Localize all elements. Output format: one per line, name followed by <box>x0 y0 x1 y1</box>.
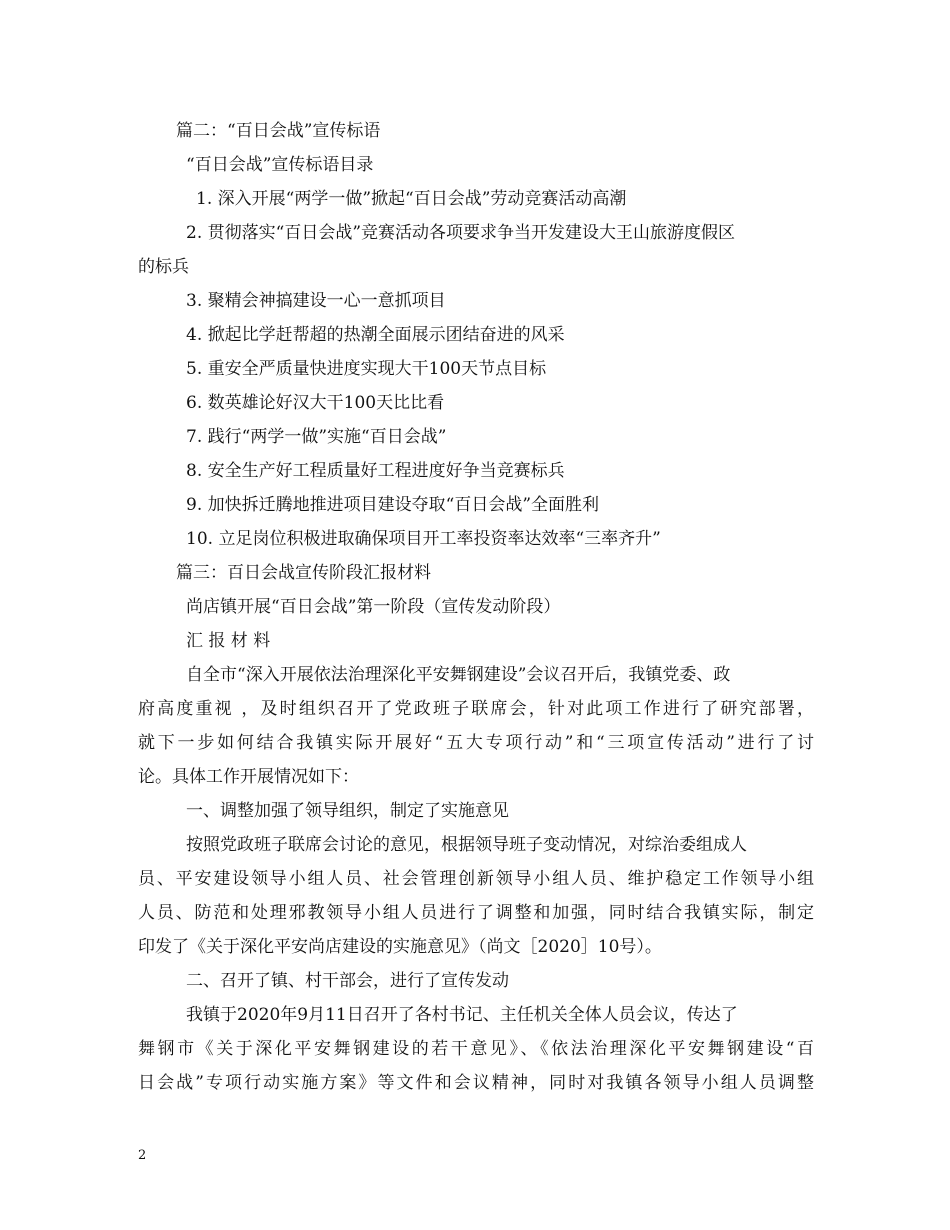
body-paragraph-3-line-1: 我镇于2020年9月11日召开了各村书记、主任机关全体人员会议，传达了 <box>186 1005 738 1025</box>
slogan-item-9: 9. 加快拆迁腾地推进项目建设夺取“百日会战”全面胜利 <box>186 495 600 515</box>
slogan-list-title: “百日会战”宣传标语目录 <box>186 155 374 175</box>
body-paragraph-2-line-3: 人员、防范和处理邪教领导小组人员进行了调整和加强，同时结合我镇实际，制定 <box>138 903 814 923</box>
body-paragraph-2-line-2: 员、平安建设领导小组人员、社会管理创新领导小组人员、维护稳定工作领导小组 <box>138 869 814 889</box>
page-number: 2 <box>138 1148 147 1163</box>
subsection-heading-1: 一、调整加强了领导组织，制定了实施意见 <box>186 801 509 821</box>
subsection-heading-2: 二、召开了镇、村干部会，进行了宣传发动 <box>186 971 509 991</box>
body-paragraph-1-line-3: 就下一步如何结合我镇实际开展好“五大专项行动”和“三项宣传活动”进行了讨 <box>138 733 814 753</box>
slogan-item-3: 3. 聚精会神搞建设一心一意抓项目 <box>186 291 446 311</box>
body-paragraph-3-line-3: 日会战”专项行动实施方案》等文件和会议精神，同时对我镇各领导小组人员调整 <box>138 1073 814 1093</box>
body-paragraph-2-line-1: 按照党政班子联席会讨论的意见，根据领导班子变动情况，对综治委组成人 <box>186 835 747 855</box>
body-paragraph-3-line-2: 舞钢市《关于深化平安舞钢建设的若干意见》、《依法治理深化平安舞钢建设“百 <box>138 1039 814 1059</box>
body-paragraph-1-line-1: 自全市“深入开展依法治理深化平安舞钢建设”会议召开后，我镇党委、政 <box>186 665 731 685</box>
slogan-item-6: 6. 数英雄论好汉大干100天比比看 <box>186 393 445 413</box>
report-heading: 汇 报 材 料 <box>186 631 271 651</box>
slogan-item-2-continuation: 的标兵 <box>138 257 189 277</box>
section-heading-part-two: 篇二：“百日会战”宣传标语 <box>176 121 381 141</box>
slogan-item-2: 2. 贯彻落实“百日会战”竞赛活动各项要求争当开发建设大王山旅游度假区 <box>186 223 736 243</box>
slogan-item-8: 8. 安全生产好工程质量好工程进度好争当竞赛标兵 <box>186 461 565 481</box>
body-paragraph-1-line-4: 论。具体工作开展情况如下： <box>138 767 359 787</box>
section-heading-part-three: 篇三：百日会战宣传阶段汇报材料 <box>176 563 431 583</box>
slogan-item-10: 10. 立足岗位积极进取确保项目开工率投资率达效率“三率齐升” <box>186 529 661 549</box>
body-paragraph-2-line-4: 印发了《关于深化平安尚店建设的实施意见》（尚文［2020］10号）。 <box>138 937 662 957</box>
slogan-item-7: 7. 践行“两学一做”实施“百日会战” <box>186 427 447 447</box>
slogan-item-4: 4. 掀起比学赶帮超的热潮全面展示团结奋进的风采 <box>186 325 565 345</box>
slogan-item-1: 1. 深入开展“两学一做”掀起“百日会战”劳动竞赛活动高潮 <box>196 189 627 209</box>
report-subtitle: 尚店镇开展“百日会战”第一阶段（宣传发动阶段） <box>186 597 561 617</box>
slogan-item-5: 5. 重安全严质量快进度实现大干100天节点目标 <box>186 359 547 379</box>
body-paragraph-1-line-2: 府高度重视 ，及时组织召开了党政班子联席会，针对此项工作进行了研究部署， <box>138 699 814 719</box>
